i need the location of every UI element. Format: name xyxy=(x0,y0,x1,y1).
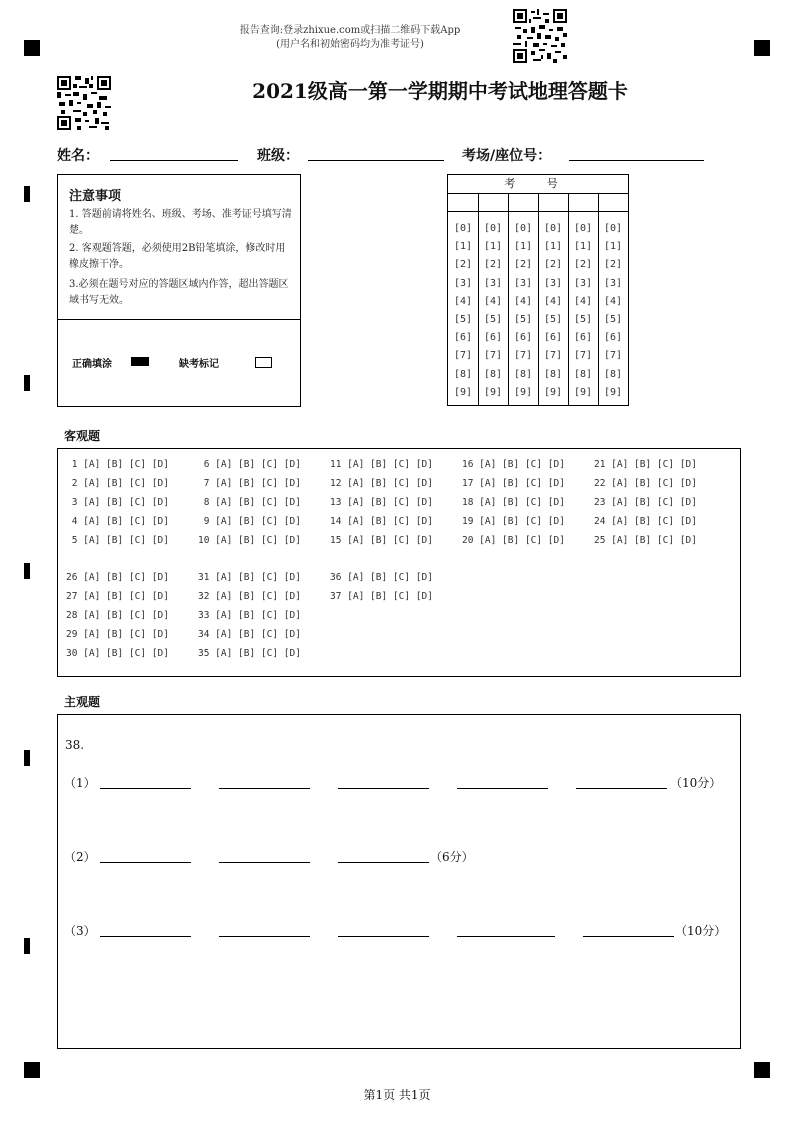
notice-heading: 注意事项 xyxy=(69,189,122,204)
correct-fill-sample xyxy=(131,357,149,366)
question-6-options[interactable]: 6 [A] [B] [C] [D] xyxy=(198,459,301,470)
side-mark xyxy=(24,938,30,954)
question-26-options[interactable]: 26 [A] [B] [C] [D] xyxy=(66,572,169,583)
exam-digit-bubble[interactable]: [8] xyxy=(603,368,623,380)
subjective-section-title: 主观题 xyxy=(64,695,101,709)
exam-digit-bubble[interactable]: [4] xyxy=(483,295,503,307)
question-15-options[interactable]: 15 [A] [B] [C] [D] xyxy=(330,535,433,546)
question-19-options[interactable]: 19 [A] [B] [C] [D] xyxy=(462,516,565,527)
objective-section-title: 客观题 xyxy=(64,429,101,443)
exam-digit-bubble[interactable]: [8] xyxy=(543,368,563,380)
exam-digit-bubble[interactable]: [3] xyxy=(603,277,623,289)
question-31-options[interactable]: 31 [A] [B] [C] [D] xyxy=(198,572,301,583)
question-17-options[interactable]: 17 [A] [B] [C] [D] xyxy=(462,478,565,489)
exam-digit-bubble[interactable]: [5] xyxy=(543,314,563,325)
exam-digit-bubble[interactable]: [9] xyxy=(573,386,593,398)
exam-digit-bubble[interactable]: [8] xyxy=(453,368,473,380)
exam-digit-bubble[interactable]: [9] xyxy=(483,386,503,398)
exam-digit-bubble[interactable]: [5] xyxy=(573,314,593,325)
question-14-options[interactable]: 14 [A] [B] [C] [D] xyxy=(330,516,433,527)
exam-digit-bubble[interactable]: [0] xyxy=(603,223,623,234)
notice-divider xyxy=(58,319,300,320)
answer-blank[interactable] xyxy=(219,936,310,937)
exam-digit-bubble[interactable]: [1] xyxy=(603,241,623,253)
question-11-options[interactable]: 11 [A] [B] [C] [D] xyxy=(330,459,433,470)
exam-digit-bubble[interactable]: [0] xyxy=(513,223,533,234)
exam-digit-bubble[interactable]: [3] xyxy=(573,277,593,289)
exam-digit-bubble[interactable]: [1] xyxy=(483,241,503,253)
exam-digit-bubble[interactable]: [7] xyxy=(483,350,503,362)
part-label: （3） xyxy=(64,924,96,938)
exam-digit-bubble[interactable]: [6] xyxy=(513,332,533,344)
subjective-answer-area xyxy=(57,714,741,1049)
question-12-options[interactable]: 12 [A] [B] [C] [D] xyxy=(330,478,433,489)
question-22-options[interactable]: 22 [A] [B] [C] [D] xyxy=(594,478,697,489)
exam-digit-bubble[interactable]: [1] xyxy=(513,241,533,253)
exam-digit-bubble[interactable]: [6] xyxy=(543,332,563,344)
exam-digit-bubble[interactable]: [5] xyxy=(453,314,473,325)
answer-blank[interactable] xyxy=(338,788,429,789)
exam-digit-bubble[interactable]: [5] xyxy=(513,314,533,325)
exam-number-heading: 考 号 xyxy=(448,175,628,194)
exam-digit-bubble[interactable]: [7] xyxy=(453,350,473,362)
part-label: （2） xyxy=(64,850,96,864)
exam-digit-bubble[interactable]: [2] xyxy=(513,259,533,271)
question-27-options[interactable]: 27 [A] [B] [C] [D] xyxy=(66,591,169,602)
part-score: （6分） xyxy=(430,850,474,864)
class-label: 班级： xyxy=(257,148,299,164)
exam-digit-bubble[interactable]: [3] xyxy=(513,277,533,289)
exam-digit-bubble[interactable]: [9] xyxy=(453,386,473,398)
name-label: 姓名： xyxy=(57,148,99,164)
question-36-options[interactable]: 36 [A] [B] [C] [D] xyxy=(330,572,433,583)
question-1-options[interactable]: 1 [A] [B] [C] [D] xyxy=(66,459,169,470)
question-21-options[interactable]: 21 [A] [B] [C] [D] xyxy=(594,459,697,470)
exam-digit-bubble[interactable]: [6] xyxy=(483,332,503,344)
exam-digit-bubble[interactable]: [8] xyxy=(573,368,593,380)
exam-digit-bubble[interactable]: [9] xyxy=(603,386,623,398)
question-29-options[interactable]: 29 [A] [B] [C] [D] xyxy=(66,629,169,640)
absent-mark-label: 缺考标记 xyxy=(179,359,219,370)
answer-blank[interactable] xyxy=(100,788,191,789)
answer-blank[interactable] xyxy=(100,936,191,937)
question-33-options[interactable]: 33 [A] [B] [C] [D] xyxy=(198,610,301,621)
exam-digit-bubble[interactable]: [6] xyxy=(603,332,623,344)
name-field[interactable] xyxy=(110,160,238,161)
answer-blank[interactable] xyxy=(583,936,674,937)
notice-item: 1. 答题前请将姓名、班级、考场、准考证号填写清楚。 xyxy=(69,209,292,236)
exam-digit-bubble[interactable]: [6] xyxy=(453,332,473,344)
exam-digit-bubble[interactable]: [7] xyxy=(573,350,593,362)
page-footer: 第1页 共1页 xyxy=(363,1088,431,1102)
notice-item: 3.必须在题号对应的答题区域内作答，超出答题区域书写无效。 xyxy=(69,279,289,306)
exam-digit-bubble[interactable]: [3] xyxy=(483,277,503,289)
question-3-options[interactable]: 3 [A] [B] [C] [D] xyxy=(66,497,169,508)
notice-box xyxy=(57,174,301,407)
question-5-options[interactable]: 5 [A] [B] [C] [D] xyxy=(66,535,169,546)
question-13-options[interactable]: 13 [A] [B] [C] [D] xyxy=(330,497,433,508)
answer-blank[interactable] xyxy=(219,862,310,863)
side-mark xyxy=(24,563,30,579)
exam-digit-bubble[interactable]: [8] xyxy=(483,368,503,380)
question-32-options[interactable]: 32 [A] [B] [C] [D] xyxy=(198,591,301,602)
side-mark xyxy=(24,375,30,391)
question-number: 38. xyxy=(65,738,85,752)
exam-digit-bubble[interactable]: [7] xyxy=(603,350,623,362)
exam-digit-bubble[interactable]: [7] xyxy=(543,350,563,362)
corner-mark-bottom-left xyxy=(24,1062,40,1078)
question-2-options[interactable]: 2 [A] [B] [C] [D] xyxy=(66,478,169,489)
exam-digit-bubble[interactable]: [4] xyxy=(573,295,593,307)
exam-digit-bubble[interactable]: [6] xyxy=(573,332,593,344)
exam-digit-bubble[interactable]: [0] xyxy=(573,223,593,234)
answer-blank[interactable] xyxy=(219,788,310,789)
exam-digit-bubble[interactable]: [4] xyxy=(603,295,623,307)
part-label: （1） xyxy=(64,776,96,790)
seat-label: 考场/座位号： xyxy=(462,148,552,164)
exam-digit-bubble[interactable]: [3] xyxy=(543,277,563,289)
part-score: （10分） xyxy=(675,924,727,938)
exam-digit-bubble[interactable]: [5] xyxy=(483,314,503,325)
answer-blank[interactable] xyxy=(576,788,667,789)
qr-code-top xyxy=(513,9,567,63)
absent-mark-box[interactable] xyxy=(255,357,272,368)
exam-digit-bubble[interactable]: [1] xyxy=(573,241,593,253)
question-10-options[interactable]: 10 [A] [B] [C] [D] xyxy=(198,535,301,546)
objective-answer-area xyxy=(57,448,741,677)
exam-digit-bubble[interactable]: [0] xyxy=(483,223,503,234)
exam-digit-bubble[interactable]: [1] xyxy=(543,241,563,253)
answer-blank[interactable] xyxy=(457,936,555,937)
exam-digit-bubble[interactable]: [1] xyxy=(453,241,473,253)
corner-mark-top-right xyxy=(754,40,770,56)
seat-field[interactable] xyxy=(569,160,704,161)
question-25-options[interactable]: 25 [A] [B] [C] [D] xyxy=(594,535,697,546)
exam-digit-bubble[interactable]: [2] xyxy=(543,259,563,271)
exam-number-grid xyxy=(447,174,629,406)
exam-digit-bubble[interactable]: [9] xyxy=(543,386,563,398)
exam-digit-bubble[interactable]: [0] xyxy=(543,223,563,234)
question-35-options[interactable]: 35 [A] [B] [C] [D] xyxy=(198,648,301,659)
exam-digit-bubble[interactable]: [2] xyxy=(453,259,473,271)
qr-code-left xyxy=(57,76,111,130)
part-score: （10分） xyxy=(670,776,722,790)
question-16-options[interactable]: 16 [A] [B] [C] [D] xyxy=(462,459,565,470)
question-28-options[interactable]: 28 [A] [B] [C] [D] xyxy=(66,610,169,621)
answer-blank[interactable] xyxy=(100,862,191,863)
exam-digit-bubble[interactable]: [2] xyxy=(603,259,623,271)
exam-digit-bubble[interactable]: [3] xyxy=(453,277,473,289)
side-mark xyxy=(24,750,30,766)
corner-mark-bottom-right xyxy=(754,1062,770,1078)
question-7-options[interactable]: 7 [A] [B] [C] [D] xyxy=(198,478,301,489)
question-18-options[interactable]: 18 [A] [B] [C] [D] xyxy=(462,497,565,508)
question-23-options[interactable]: 23 [A] [B] [C] [D] xyxy=(594,497,697,508)
exam-digit-bubble[interactable]: [9] xyxy=(513,386,533,398)
exam-digit-bubble[interactable]: [4] xyxy=(543,295,563,307)
exam-digit-bubble[interactable]: [5] xyxy=(603,314,623,325)
page-title: 2021级高一第一学期期中考试地理答题卡 xyxy=(252,79,628,103)
exam-digit-bubble[interactable]: [2] xyxy=(573,259,593,271)
notice-item: 2. 客观题答题，必须使用2B铅笔填涂，修改时用橡皮擦干净。 xyxy=(69,243,286,270)
exam-digit-bubble[interactable]: [8] xyxy=(513,368,533,380)
exam-digit-bubble[interactable]: [7] xyxy=(513,350,533,362)
exam-digit-bubble[interactable]: [4] xyxy=(513,295,533,307)
question-34-options[interactable]: 34 [A] [B] [C] [D] xyxy=(198,629,301,640)
question-9-options[interactable]: 9 [A] [B] [C] [D] xyxy=(198,516,301,527)
class-field[interactable] xyxy=(308,160,444,161)
corner-mark-top-left xyxy=(24,40,40,56)
exam-digit-bubble[interactable]: [4] xyxy=(453,295,473,307)
answer-blank[interactable] xyxy=(338,936,429,937)
question-37-options[interactable]: 37 [A] [B] [C] [D] xyxy=(330,591,433,602)
correct-fill-label: 正确填涂 xyxy=(72,359,112,370)
exam-digit-bubble[interactable]: [0] xyxy=(453,223,473,234)
side-mark xyxy=(24,186,30,202)
question-8-options[interactable]: 8 [A] [B] [C] [D] xyxy=(198,497,301,508)
exam-digit-bubble[interactable]: [2] xyxy=(483,259,503,271)
question-30-options[interactable]: 30 [A] [B] [C] [D] xyxy=(66,648,169,659)
report-query-text: 报告查询:登录zhixue.com或扫描二维码下载App xyxy=(239,25,461,36)
question-20-options[interactable]: 20 [A] [B] [C] [D] xyxy=(462,535,565,546)
answer-blank[interactable] xyxy=(338,862,429,863)
password-hint-text: (用户名和初始密码均为准考证号) xyxy=(276,39,424,50)
question-4-options[interactable]: 4 [A] [B] [C] [D] xyxy=(66,516,169,527)
answer-blank[interactable] xyxy=(457,788,548,789)
question-24-options[interactable]: 24 [A] [B] [C] [D] xyxy=(594,516,697,527)
